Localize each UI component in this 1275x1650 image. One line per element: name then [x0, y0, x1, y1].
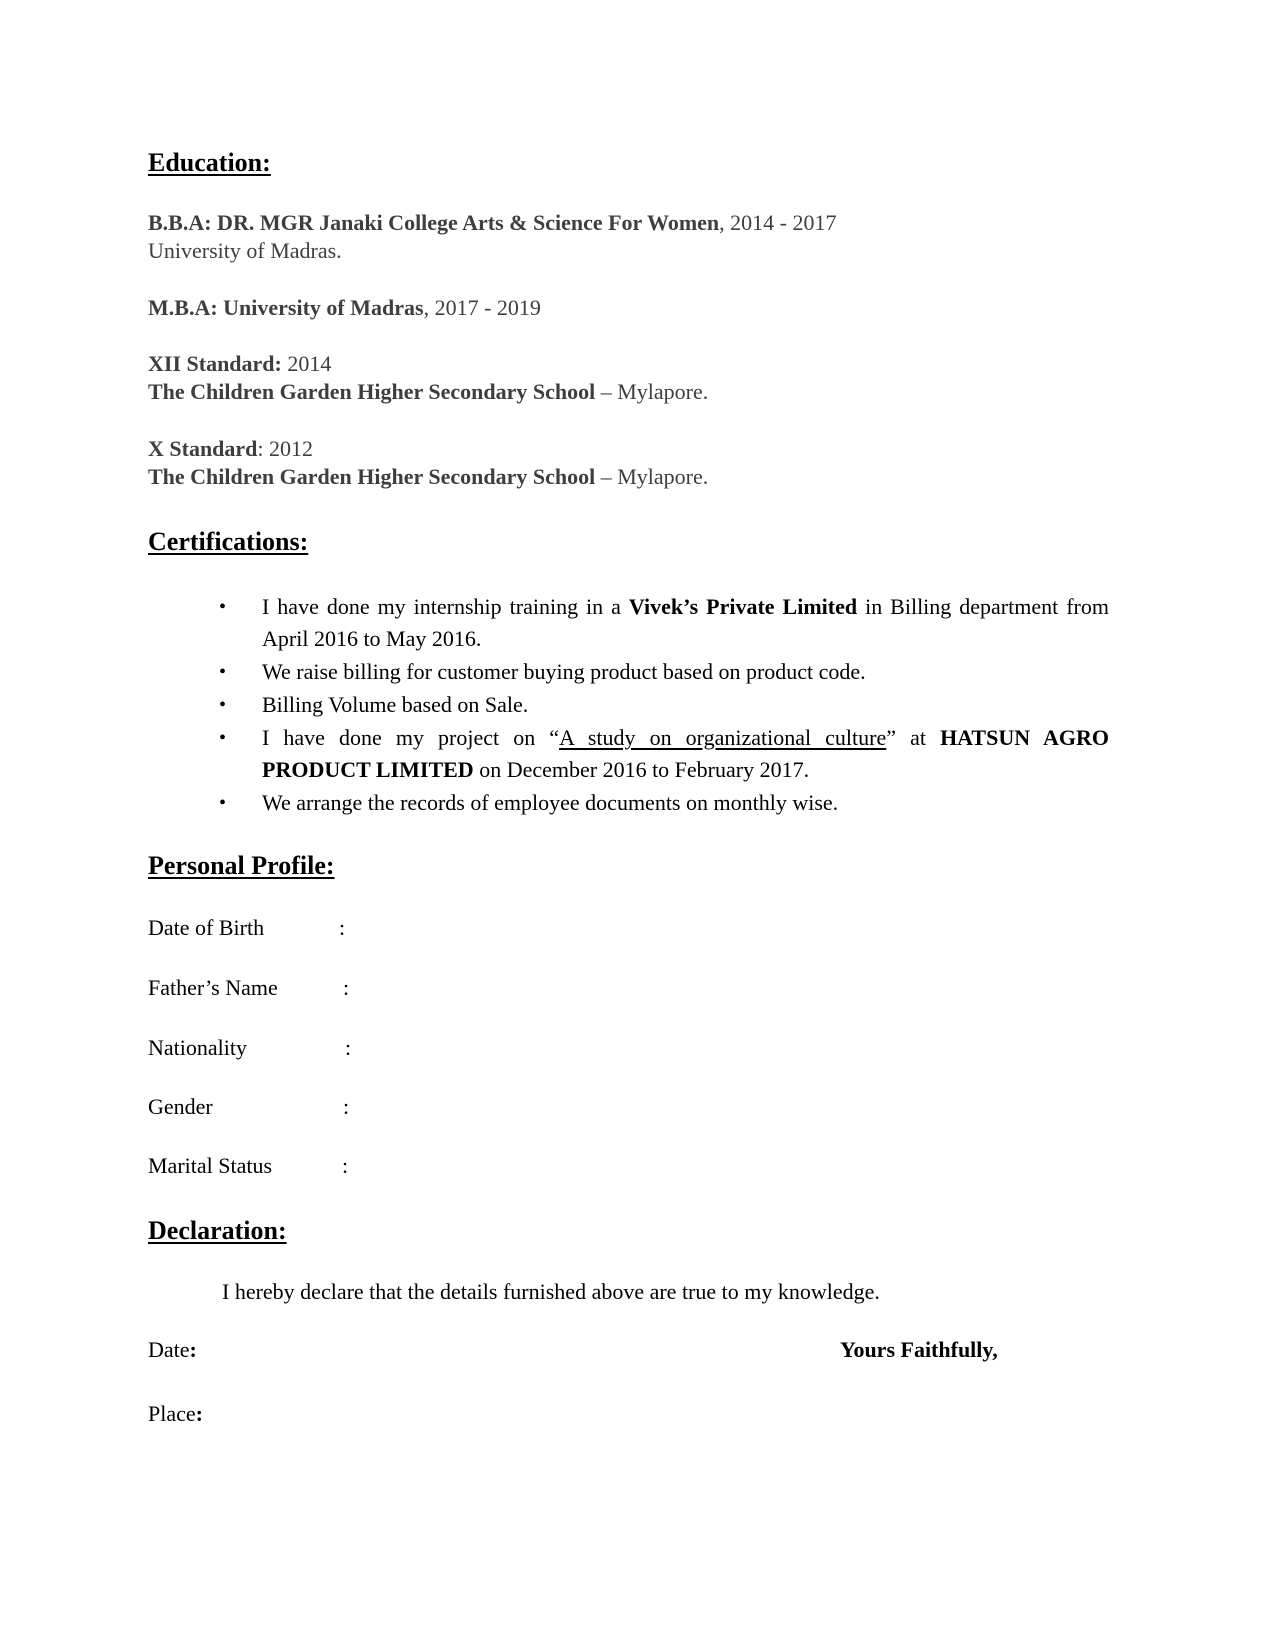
edu-x-year: : 2012 — [257, 436, 314, 461]
list-item: • I have done my project on “A study on organizational culture” at HATSUN AGRO PRODUCT LIMITED on December 2016 to February 2017. — [219, 722, 1109, 786]
profile-colon: : — [342, 1153, 349, 1178]
profile-colon: : — [343, 1094, 350, 1119]
edu-mba-line — [148, 295, 541, 321]
profile-colon: : — [345, 1035, 352, 1060]
education-heading: Education: — [148, 148, 271, 177]
edu-x-school-line — [148, 464, 708, 490]
project-title: A study on organizational culture — [559, 725, 887, 750]
edu-x-line — [148, 436, 313, 462]
edu-mba-years: , 2017 - 2019 — [423, 295, 541, 320]
edu-bba-university: University of Madras. — [148, 238, 342, 263]
certifications-list — [219, 591, 1109, 820]
edu-x-location: – Mylapore. — [595, 464, 709, 489]
profile-label-father: Father’s Name — [148, 975, 278, 1000]
place-label: Place — [148, 1401, 196, 1426]
date-label: Date — [148, 1337, 190, 1362]
edu-xii-label: XII Standard: — [148, 351, 282, 376]
edu-mba-label: M.B.A: University of Madras — [148, 295, 424, 320]
declaration-text: I hereby declare that the details furnished above are true to my knowledge. — [222, 1279, 880, 1304]
bullet-icon: • — [219, 661, 227, 683]
profile-label-gender: Gender — [148, 1094, 213, 1119]
edu-bba-years: , 2014 - 2017 — [719, 210, 837, 235]
profile-label-nationality: Nationality — [148, 1035, 247, 1060]
edu-xii-school: The Children Garden Higher Secondary School — [148, 379, 596, 404]
list-item: • We raise billing for customer buying product based on product code. — [219, 656, 1109, 688]
edu-bba-label: B.B.A: DR. MGR Janaki College Arts & Science For Women — [148, 210, 720, 235]
list-item: • I have done my internship training in a Vivek’s Private Limited in Billing department from April 2016 to May 2016. — [219, 591, 1109, 655]
bullet-icon: • — [219, 727, 227, 749]
profile-label-dob: Date of Birth — [148, 915, 265, 940]
list-item: • Billing Volume based on Sale. — [219, 689, 1109, 721]
certifications-heading: Certifications: — [148, 527, 309, 556]
list-item: • We arrange the records of employee documents on monthly wise. — [219, 787, 1109, 819]
edu-x-label: X Standard — [148, 436, 258, 461]
personal-profile-heading: Personal Profile: — [148, 851, 335, 880]
date-field: Date: — [148, 1337, 197, 1362]
profile-colon: : — [343, 975, 350, 1000]
bullet-icon: • — [219, 596, 227, 618]
profile-colon: : — [339, 915, 346, 940]
edu-xii-line — [148, 351, 331, 377]
bullet-icon: • — [219, 792, 227, 814]
edu-xii-location: – Mylapore. — [595, 379, 709, 404]
edu-xii-year: 2014 — [281, 351, 332, 376]
signoff: Yours Faithfully, — [840, 1337, 998, 1362]
declaration-heading: Declaration: — [148, 1216, 287, 1245]
edu-xii-school-line — [148, 379, 708, 405]
company-name: Vivek’s Private Limited — [628, 594, 858, 619]
company-name: HATSUN AGRO PRODUCT LIMITED — [262, 725, 1109, 782]
place-field: Place: — [148, 1401, 203, 1426]
profile-label-marital: Marital Status — [148, 1153, 273, 1178]
bullet-icon: • — [219, 694, 227, 716]
edu-x-school: The Children Garden Higher Secondary School — [148, 464, 596, 489]
edu-bba-line — [148, 210, 836, 236]
